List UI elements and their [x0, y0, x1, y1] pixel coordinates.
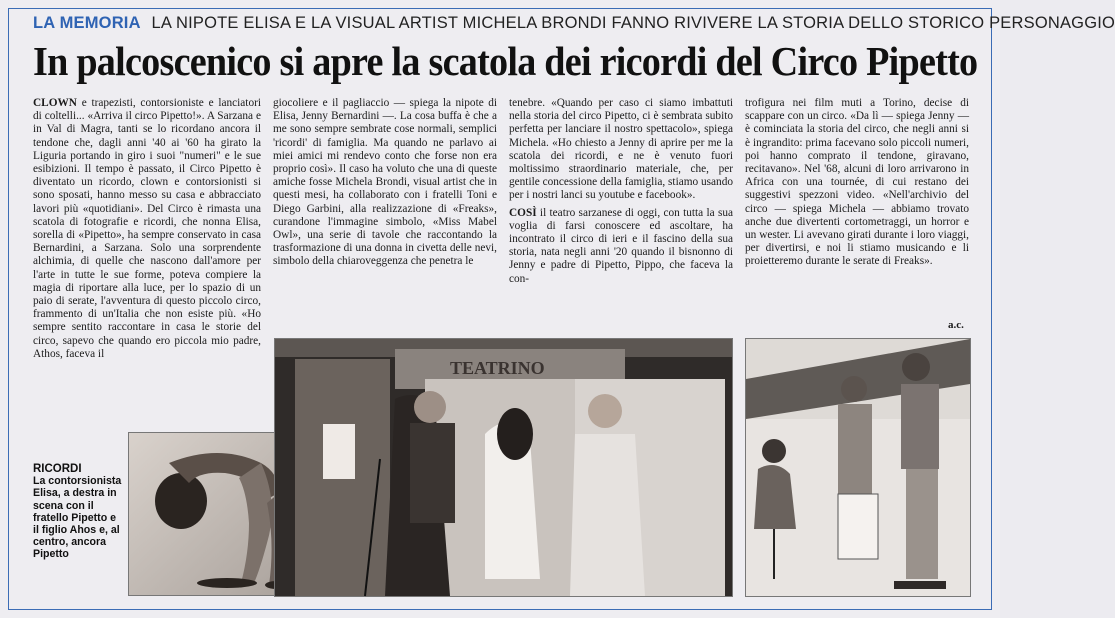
- lead-word: CLOWN: [33, 97, 77, 109]
- photo-caption: [33, 463, 123, 561]
- caption-text: La contorsionista Elisa, a destra in scena con il fratello Pipetto e il figlio Ahos e, al centro, ancora Pipetto: [33, 475, 122, 561]
- paragraph: [509, 207, 733, 286]
- photo-performers: [745, 338, 971, 597]
- article-column-4: [745, 97, 969, 319]
- article-column-1: [33, 97, 261, 422]
- column-text: giocoliere e il pagliaccio — spiega la nipote di Elisa, Jenny Bernardini —. La cosa buffa è che a me sono sempre sembrate cose normali, semplici 'ricordi' di famiglia. Ma quando ne parlavo ai miei amici mi rendevo conto che forse non era proprio così». Il caso ha voluto che una di queste amiche fosse Michela Brondi, visual artist che in questi mesi, ha collaborato con i fratelli Toni e Diego Garbini, alla realizzazione di «Freaks», curandone l'immagine simbolo, «Miss Mabel Owl», una serie di tavole che raccontando la trasformazione di una donna in civetta delle nevi, simbolo della chiaroveggenza che penetra le: [273, 97, 497, 268]
- lead-word: COSÌ: [509, 206, 537, 219]
- photo-stage-image: [275, 339, 732, 596]
- kicker-subtitle: LA NIPOTE ELISA E LA VISUAL ARTIST MICHELA BRONDI FANNO RIVIVERE LA STORIA DELLO STORICO PERSONAGGIO: [151, 14, 1115, 32]
- headline: In palcoscenico si apre la scatola dei ricordi del Circo Pipetto: [33, 38, 978, 84]
- article-column-3: [509, 97, 733, 332]
- signature: a.c.: [948, 319, 964, 331]
- section-label: LA MEMORIA: [33, 14, 141, 32]
- paragraph: [509, 97, 733, 203]
- article-column-2: [273, 97, 497, 332]
- paragraph: [273, 97, 497, 269]
- paragraph: [33, 97, 261, 361]
- caption-label: RICORDI: [33, 463, 82, 475]
- kicker: [33, 14, 1115, 33]
- photo-performers-image: [746, 339, 970, 596]
- stage-sign-text: TEATRINO: [450, 358, 545, 378]
- photo-stage: [274, 338, 733, 597]
- column-text: il teatro sarzanese di oggi, con tutta la sua voglia di farsi conoscere ed ascoltare, ha incontrato il circo di ieri e il fascino della sua storia, nata negli anni '20 quando il bisnonno di Jenny e padre di Pipetto, Pippo, che faceva la con-: [509, 206, 733, 285]
- column-text: e trapezisti, contorsioniste e lanciatori di coltelli... «Arriva il circo Pipetto!». A Sarzana e in Val di Magra, tanti se lo ricordano ancora il tendone che, dagli anni '40 ai '60 ha girato la Liguria portando in giro i suoi "numeri" e le sue esibizioni. Il tempo è passato, il Circo Pipetto è diventato un ricordo, clown e contorsionisti si sono sposati, hanno messo su casa e abbracciato lavori più «quotidiani». Del Circo è rimasta una scatola di fotografie e ricordi, che nonna Elisa, sorella di «Pipetto», ha sempre conservato in casa Bernardini, a Sarzana. Solo una sorprendente alchimia, di quelle che nascono dall'amore per l'arte in tutte le sue forme, poteva compiere la magia di riportare alla luce, per lo spazio di un paio di serate, l'avventura di questo piccolo circo, frammento di un'Italia che non esiste più. «Ho sempre sentito raccontare in casa le storie del circo, sapevo che quando ero piccola mio padre, Athos, faceva il: [33, 97, 261, 360]
- column-text: trofigura nei film muti a Torino, decise di scappare con un circo. «Da lì — spiega Jenny — è cominciata la storia del circo, che negli anni si è ingrandito: prima facevano solo piccoli numeri, poi hanno comprato il tendone, giravano, recitavano». Nel '68, alcuni di loro arrivarono in Africa con una tournée, di cui restano dei suggestivi spezzoni video. «Nell'archivio del circo — spiega Michela — abbiamo trovato anche due divertenti cortometraggi, un horror e un wester. Li avevano girati durante i loro viaggi, per divertirsi, e noi li stiamo musicando e li proietteremo durante le serate di Freaks».: [745, 97, 969, 268]
- column-text: tenebre. «Quando per caso ci siamo imbattuti nella storia del circo Pipetto, ci è sembrata subito perfetta per lanciare il nostro spettacolo», spiega Michela. «Ho chiesto a Jenny di aprire per me la scatola dei ricordi, e ne è venuto fuori moltissimo straordinario materiale, che, per gentile concessione della famiglia, stiamo usando per i nostri lanci su youtube e facebook».: [509, 97, 733, 202]
- paragraph: [745, 97, 969, 269]
